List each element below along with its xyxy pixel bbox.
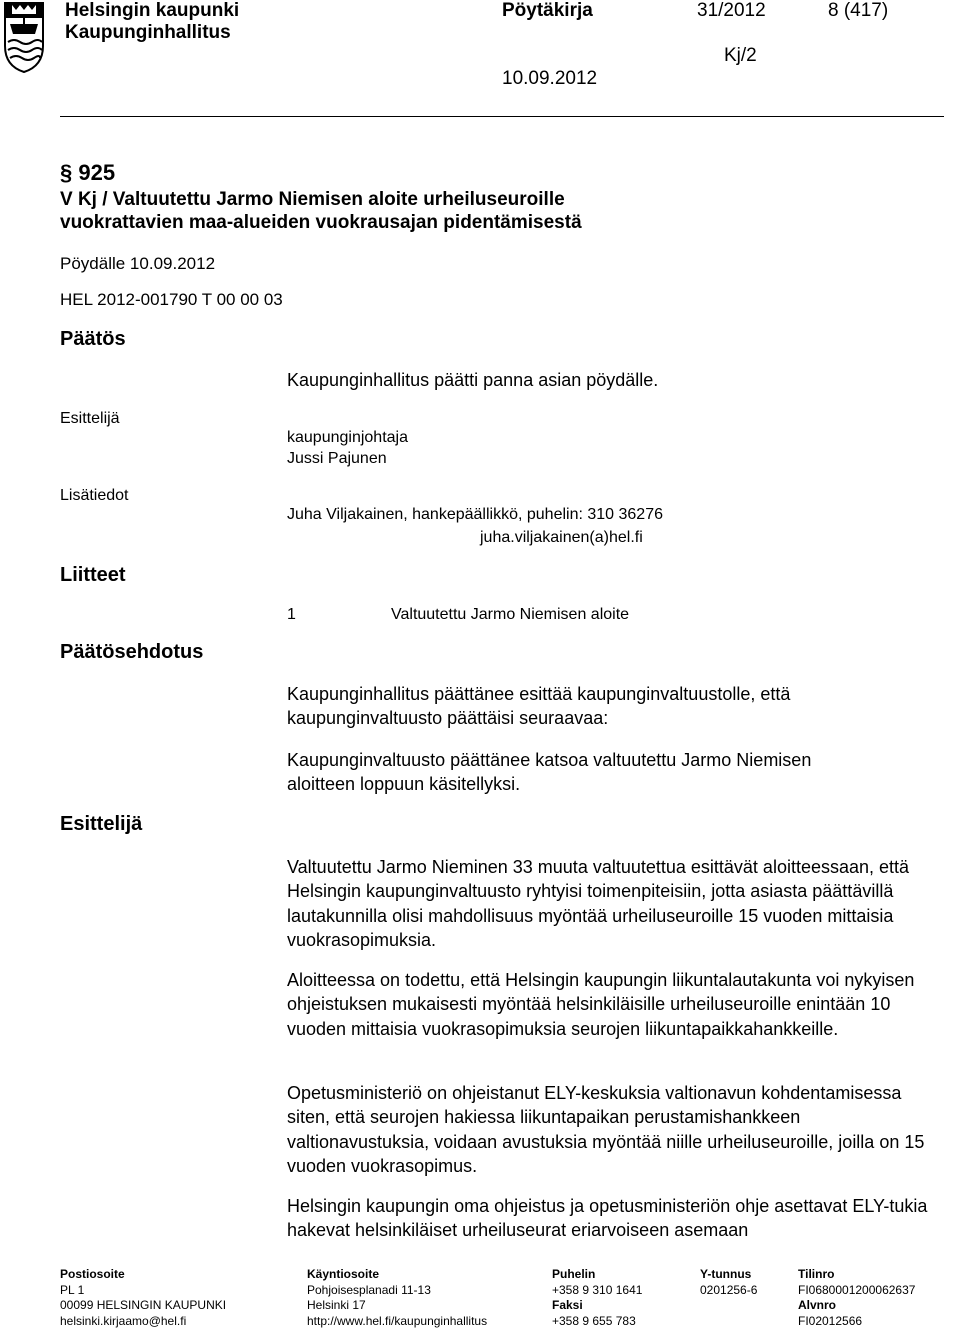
- contact-person: Juha Viljakainen, hankepäällikkö, puhelin: 310 36276: [287, 506, 663, 523]
- footer-website-link[interactable]: http://www.hel.fi/kaupunginhallitus: [307, 1313, 488, 1328]
- footer-account-heading: Tilinro: [798, 1267, 835, 1281]
- contact-email: juha.viljakainen(a)hel.fi: [480, 529, 643, 546]
- decision-text: Kaupunginhallitus päätti panna asian pöydälle.: [287, 370, 659, 390]
- footer-vat-heading: Alvnro: [798, 1298, 837, 1312]
- header-issue: 31/2012: [697, 0, 766, 21]
- footer-phone-heading: Puhelin: [552, 1267, 596, 1281]
- presenter-title: kaupunginjohtaja: [287, 429, 408, 446]
- footer-visiting-line-1: Pohjoisesplanadi 11-13: [307, 1282, 431, 1297]
- header-ref: Kj/2: [724, 45, 757, 66]
- footer-email: helsinki.kirjaamo@hel.fi: [60, 1313, 187, 1328]
- section-title-line-1: V Kj / Valtuutettu Jarmo Niemisen aloite urheiluseuroille: [60, 189, 565, 210]
- header-doc-type: Pöytäkirja: [502, 0, 593, 21]
- paragraph-3: Opetusministeriö on ohjeistanut ELY-keskuksia valtionavun kohdentamisessa siten, että seurojen hakiessa liikuntapaikan perustamishankkeen valtionavustuksia, voidaan avustuksia myöntää niille urheiluseuroille, joilla on 15 vuoden vuokrasopimus.: [287, 1083, 925, 1176]
- footer-phone-number: +358 9 310 1641: [552, 1282, 643, 1297]
- header-divider: [60, 116, 944, 117]
- proposal-line-3: Kaupunginvaltuusto päättänee katsoa valtuutettu Jarmo Niemisen: [287, 750, 812, 770]
- footer-vat-number: FI02012566: [798, 1313, 863, 1328]
- presenter-name: Jussi Pajunen: [287, 450, 387, 467]
- label-presenter: Esittelijä: [60, 410, 120, 427]
- attachment-number: 1: [287, 606, 296, 623]
- paragraph-1: Valtuutettu Jarmo Nieminen 33 muuta valtuutettua esittävät aloitteessaan, että Helsingin kaupunginvaltuusto ryhtyisi toimenpiteisiin, jotta asiasta päättävillä lautakunnilla olisi mahdollisuus myöntää urheiluseuroille 15 vuoden mittaisia vuokrasopimuksia.: [287, 857, 910, 950]
- section-title-line-2: vuokrattavien maa-alueiden vuokrausajan pidentämisestä: [60, 212, 582, 233]
- case-id: HEL 2012-001790 T 00 00 03: [60, 290, 283, 309]
- header-body-name: Kaupunginhallitus: [65, 22, 231, 43]
- footer-account-number: FI0680001200062637: [798, 1282, 916, 1297]
- footer-postal-address: [60, 1267, 226, 1329]
- footer-postal-heading: Postiosoite: [60, 1267, 125, 1281]
- footer-postal-line-1: PL 1: [60, 1282, 85, 1297]
- proposal-line-1: Kaupunginhallitus päättänee esittää kaupunginvaltuustolle, että: [287, 684, 791, 704]
- footer-postal-line-2: 00099 HELSINGIN KAUPUNKI: [60, 1298, 227, 1312]
- footer-business-id: [700, 1267, 757, 1298]
- footer-business-id-heading: Y-tunnus: [700, 1267, 752, 1281]
- footer-phone: [552, 1267, 642, 1329]
- attachment-link[interactable]: Valtuutettu Jarmo Niemisen aloite: [391, 606, 630, 623]
- footer-visiting-line-2: Helsinki 17: [307, 1298, 366, 1312]
- footer-fax-heading: Faksi: [552, 1298, 583, 1312]
- paragraph-4: Helsingin kaupungin oma ohjeistus ja opetusministeriön ohje asettavat ELY-tukia hakevat helsinkiläiset urheiluseurat eriarvoiseen asemaan: [287, 1196, 928, 1241]
- tabled-date: Pöydälle 10.09.2012: [60, 254, 216, 273]
- label-presenter-2: Esittelijä: [60, 813, 143, 835]
- section-number: § 925: [60, 160, 116, 185]
- helsinki-coat-of-arms-icon: [2, 0, 46, 74]
- label-decision: Päätös: [60, 328, 126, 350]
- footer-visiting-heading: Käyntiosoite: [307, 1267, 380, 1281]
- label-more-info: Lisätiedot: [60, 487, 129, 504]
- footer-visiting-address: [307, 1267, 487, 1329]
- footer-business-id-value: 0201256-6: [700, 1282, 758, 1297]
- paragraph-2: Aloitteessa on todettu, että Helsingin kaupungin liikuntalautakunta voi nykyisen ohjeistuksen mukaisesti myöntää helsinkiläisille urheiluseuroille enintään 10 vuoden mittaisia vuokrasopimuksia seurojen liikuntapaikkahankkeille.: [287, 970, 915, 1039]
- proposal-line-4: aloitteen loppuun käsitellyksi.: [287, 774, 521, 794]
- header-date: 10.09.2012: [502, 68, 598, 89]
- footer-fax-number: +358 9 655 783: [552, 1313, 636, 1328]
- footer-account: [798, 1267, 915, 1329]
- label-attachments: Liitteet: [60, 564, 126, 586]
- label-proposal: Päätösehdotus: [60, 641, 204, 663]
- proposal-line-2: kaupunginvaltuusto päättäisi seuraavaa:: [287, 708, 609, 728]
- header-org: Helsingin kaupunki: [65, 0, 240, 21]
- header-page: 8 (417): [828, 0, 889, 21]
